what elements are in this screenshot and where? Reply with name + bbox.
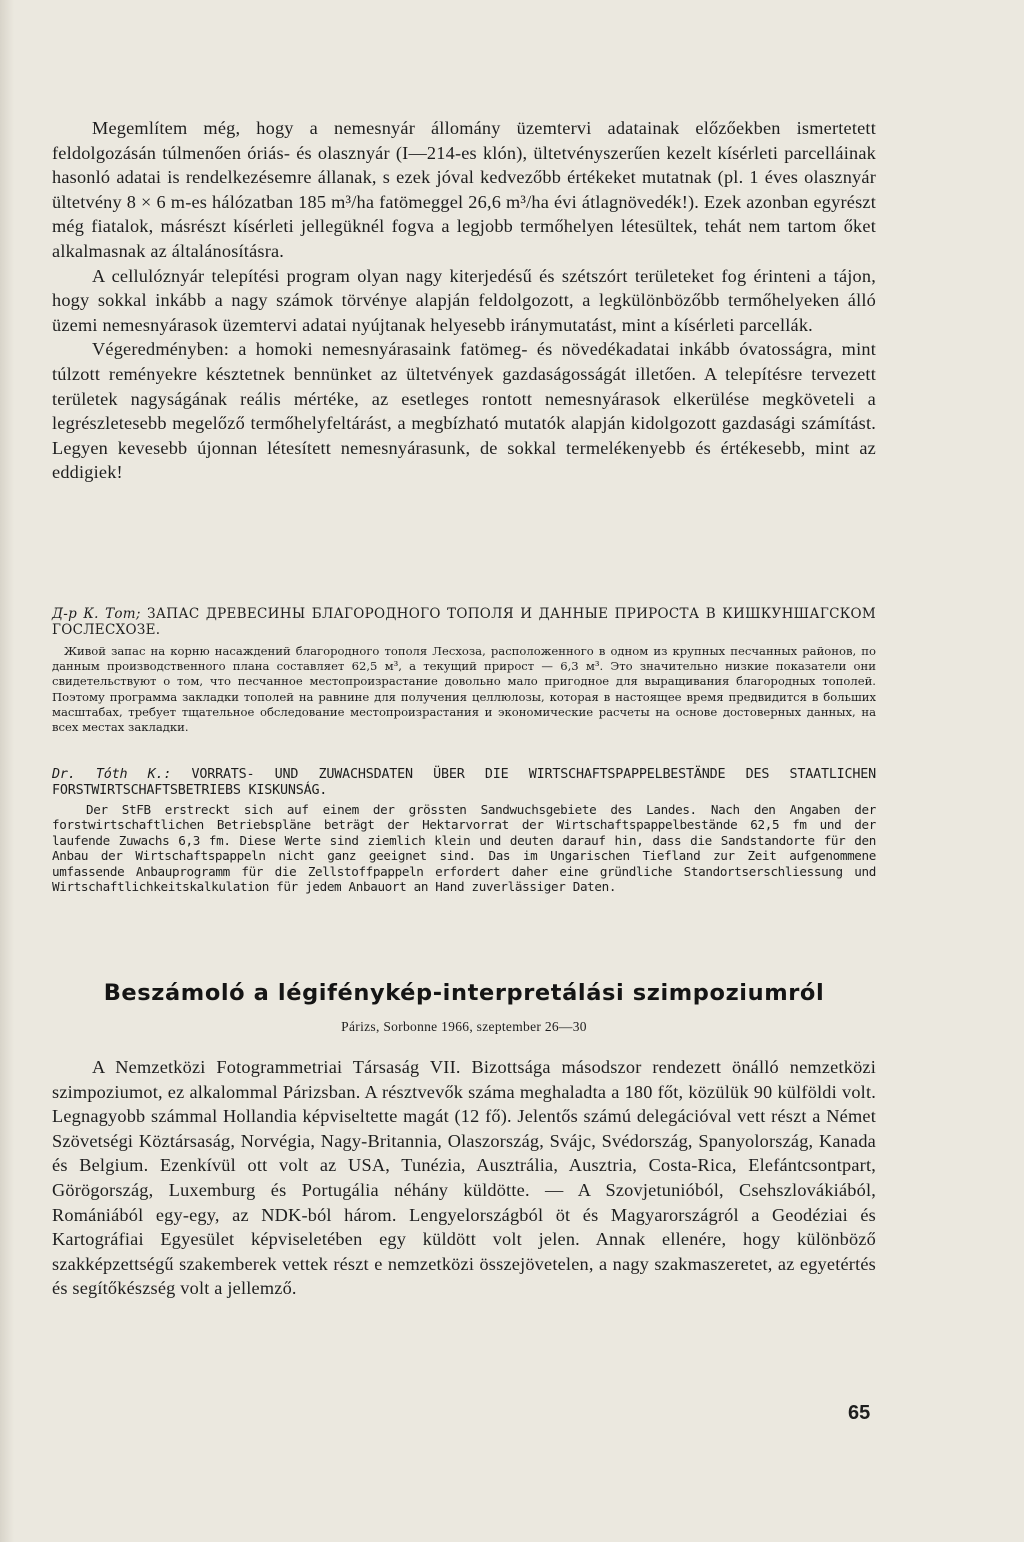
report-section <box>52 1055 876 1301</box>
intro-paragraph-1: Megemlítem még, hogy a nemesnyár állomány üzemtervi adatainak előzőekben ismertetett feldolgozásán túlmenően óriás- és olasznyár (I—214-es klón), ültetvényszerűen kezelt kísérleti parcelláinak hasonló adatai is rendelkezésemre állanak, s ezek jóval kedvezőbb értékeket mutatnak (pl. 1 éves olasznyár ültetvény 8 × 6 m-es hálózatban 185 m³/ha fatömeggel 26,6 m³/ha évi átlagnövedék!). Ezek azonban egyrészt még fiatalok, másrészt kísérleti jellegüknél fogva a legjobb termőhelyen létesültek, tehát nem tartom őket alkalmasnak az általánosításra. <box>52 118 876 261</box>
russian-abstract-author: Д-р К. Тот; <box>52 606 141 622</box>
report-paragraph: A Nemzetközi Fotogrammetriai Társaság VII. Bizottsága másodszor rendezett önálló nemzetközi szimpoziumot, ez alkalommal Párizsban. A résztvevők száma meghaladta a 180 főt, közülük 90 külföldi volt. Legnagyobb számmal Hollandia képviseltette magát (12 fő). Jelentős számú delegációval vett részt a Német Szövetségi Köztársaság, Norvégia, Nagy-Britannia, Olaszország, Svájc, Svédország, Spanyolország, Kanada és Belgium. Ezenkívül ott volt az USA, Tunézia, Ausztrália, Ausztria, Costa-Rica, Elefántcsontpart, Görögország, Luxemburg és Portugália néhány küldötte. — A Szovjetunióból, Csehszlovákiából, Romániából egy-egy, az NDK-ból három. Lengyelországból öt és Magyarországról a Geodéziai és Kartográfiai Egyesület képviseletében egy küldött volt jelen. Annak ellenére, hogy különböző szakképzettségű szakemberek vettek részt e nemzetközi összejövetelen, a nagy szakmaszeretet, az egyetértés és segítőkészség volt a jellemző. <box>52 1057 876 1299</box>
russian-abstract <box>52 606 876 735</box>
page-edge-shadow <box>0 0 14 1542</box>
report-heading: Beszámoló a légifénykép-interpretálási szimpoziumról <box>103 980 825 1006</box>
german-abstract-title-text: VORRATS- UND ZUWACHSDATEN ÜBER DIE WIRTSCHAFTSPAPPELBESTÄNDE DES STAATLICHEN FORSTWIRTSCHAFTSBETRIEBS KISKUNSÁG. <box>52 767 876 798</box>
intro-paragraph-2: A cellulóznyár telepítési program olyan nagy kiterjedésű és szétszórt területeket fog érinteni a tájon, hogy sokkal inkább a nagy számok törvénye alapján feldolgozott, a legkülönbözőbb termőhelyeken álló üzemi nemesnyárasok üzemtervi adatai nyújtanak helyesebb iránymutatást, mint a kísérleti parcellák. <box>52 265 876 335</box>
russian-abstract-body: Живой запас на корню насаждений благородного тополя Лесхоза, расположенного в одном из крупных песчанных районов, по данным производственного плана составляет 62,5 м³, а текущий прирост — 6,3 м³. Это значительно низкие показатели они свидетельствуют о том, что песчанное местопроизрастание довольно мало пригодное для выращивания благородных тополей. Поэтому программа закладки тополей на равнине для получения целлюлозы, которая в настоящее время предвидится в больших масштабах, требует тщательное обследование местопроизрастания и экономические расчеты на основе достоверных данных, на всех местах закладки. <box>52 644 876 735</box>
russian-abstract-title <box>52 606 876 638</box>
page-number: 65 <box>848 1402 871 1424</box>
intro-paragraph-3: Végeredményben: a homoki nemesnyárasaink fatömeg- és növedékadatai inkább óvatosságra, mint túlzott reményekre késztetnek bennünket az ültetvények gazdaságosságát illetően. A telepítésre tervezett területek nagyságának reális mértéke, az esetleges rontott nemesnyárasok elkerülése megköveteli a legrészletesebb megelőző termőhelyfeltárást, a megbízható mutatók alapján kidolgozott gazdasági számítást. Legyen kevesebb újonnan létesített nemesnyárasunk, de sokkal termelékenyebb és értékesebb, mint az eddigiek! <box>52 339 876 483</box>
intro-section <box>52 116 876 485</box>
german-abstract <box>52 767 876 894</box>
german-abstract-body: Der StFB erstreckt sich auf einem der grössten Sandwuchsgebiete des Landes. Nach den Angaben der forstwirtschaftlichen Betriebspläne beträgt der Hektarvorrat der Wirtschaftspappelbestände 62,5 fm und der laufende Zuwachs 6,3 fm. Diese Werte sind ziemlich klein und deuten darauf hin, dass die Sandstandorte für den Anbau der Wirtschaftspappeln nicht ganz geeignet sind. Das im Ungarischen Tiefland zur Zeit aufgenommene umfassende Anbauprogramm für die Zellstoffpappeln erfordert daher eine gründliche Standortserschliessung und Wirtschaftlichkeitskalkulation für jedem Anbauort an Hand zuverlässiger Daten. <box>52 802 876 895</box>
german-abstract-title <box>52 767 876 799</box>
russian-abstract-title-text: ЗАПАС ДРЕВЕСИНЫ БЛАГОРОДНОГО ТОПОЛЯ И ДАННЫЕ ПРИРОСТА В КИШКУНШАГСКОМ ГОСЛЕСХОЗЕ. <box>52 606 876 638</box>
german-abstract-author: Dr. Tóth K.: <box>52 767 172 782</box>
report-subheading: Párizs, Sorbonne 1966, szeptember 26—30 <box>341 1019 587 1034</box>
